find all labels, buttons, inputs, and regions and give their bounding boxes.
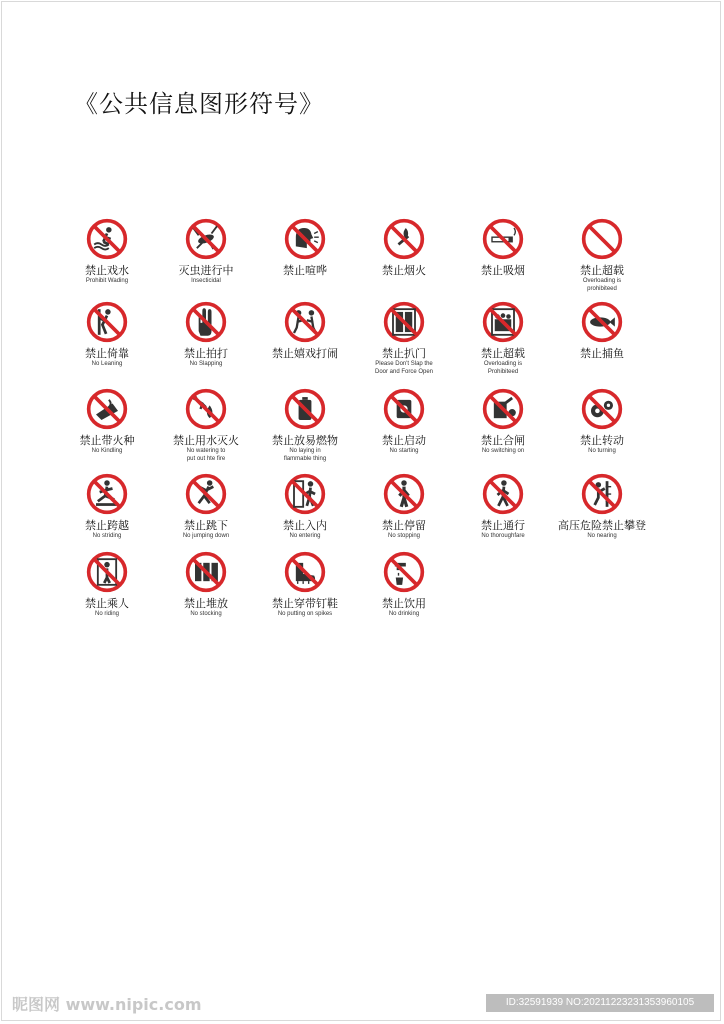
tap-cup-icon (382, 550, 426, 594)
sign-label-en: No turning (588, 448, 616, 454)
sign-label-cn: 禁止跨越 (85, 519, 129, 532)
striding-figure-icon (85, 472, 129, 516)
sign-label-en: No putting on spikes (277, 611, 333, 617)
sign-label-en: Overloading is Prohibiteed (483, 361, 523, 375)
sign-label-cn: 灭虫进行中 (178, 264, 234, 277)
prohibition-sign (355, 387, 453, 467)
start-switch-icon (382, 387, 426, 431)
empty-prohibition-icon (580, 217, 624, 261)
water-on-fire-icon (184, 387, 228, 431)
prohibition-sign (454, 300, 552, 380)
sign-label-en: No laying in flammable thing (283, 448, 327, 462)
sign-label-cn: 禁止捕鱼 (580, 347, 624, 360)
flammable-item-icon (283, 387, 327, 431)
sign-label-cn: 禁止带火种 (79, 434, 135, 447)
sign-label-en: Overloading is prohibiteed (582, 278, 622, 292)
prohibition-sign (256, 217, 354, 297)
sign-label-en: No starting (389, 448, 419, 454)
prohibition-sign (256, 300, 354, 380)
sign-label-cn: 禁止入内 (283, 519, 327, 532)
image-id-strip: ID:32591939 NO:20211223231353960105 (486, 994, 714, 1012)
sign-label-cn: 禁止合闸 (481, 434, 525, 447)
sign-label-cn: 禁止吸烟 (481, 264, 525, 277)
sign-label-en: No Leaning (91, 361, 123, 367)
sign-label-cn: 禁止倚靠 (85, 347, 129, 360)
wading-figure-icon (85, 217, 129, 261)
switch-lever-icon (481, 387, 525, 431)
prohibition-sign (157, 300, 255, 380)
spiked-shoe-icon (283, 550, 327, 594)
prohibition-sign (553, 300, 651, 380)
sign-label-en: No thoroughfare (481, 533, 525, 539)
sign-label-en: No stocking (190, 611, 222, 617)
prohibition-sign (58, 387, 156, 467)
stacked-goods-icon (184, 550, 228, 594)
prohibition-sign (553, 217, 651, 297)
prohibition-sign (157, 472, 255, 552)
prohibition-sign (58, 550, 156, 630)
sign-label-cn: 禁止乘人 (85, 597, 129, 610)
sign-label-en: No Kindling (91, 448, 123, 454)
sign-label-cn: 禁止超载 (580, 264, 624, 277)
sign-label-cn: 禁止戏水 (85, 264, 129, 277)
sign-label-en: Please Don't Slap the Door and Force Open (374, 361, 434, 375)
climbing-figure-icon (580, 472, 624, 516)
sign-label-cn: 禁止停留 (382, 519, 426, 532)
walking-figure-icon (481, 472, 525, 516)
prohibition-sign (454, 217, 552, 297)
insect-icon (184, 217, 228, 261)
sign-label-cn: 禁止启动 (382, 434, 426, 447)
sign-label-cn: 禁止用水灭火 (173, 434, 239, 447)
page-title: 《公共信息图形符号》 (74, 90, 324, 118)
prohibition-sign (256, 387, 354, 467)
sign-label-en: No watering to put out hte fire (186, 448, 226, 462)
sign-label-cn: 禁止喧哗 (283, 264, 327, 277)
prohibition-sign (355, 300, 453, 380)
prohibition-sign (454, 472, 552, 552)
prohibition-sign (157, 550, 255, 630)
match-flame-icon (382, 217, 426, 261)
sign-label-cn: 高压危险禁止攀登 (558, 519, 646, 532)
standing-figure-icon (382, 472, 426, 516)
jumping-figure-icon (184, 472, 228, 516)
elevator-door-icon (382, 300, 426, 344)
prohibition-sign (157, 217, 255, 297)
sign-label-cn: 禁止跳下 (184, 519, 228, 532)
prohibition-sign (256, 550, 354, 630)
prohibition-sign (553, 387, 651, 467)
shouting-head-icon (283, 217, 327, 261)
prohibition-sign (454, 387, 552, 467)
prohibition-sign (553, 472, 651, 552)
sign-label-en: No drinking (388, 611, 420, 617)
prohibition-sign (355, 472, 453, 552)
sign-label-en: No stopping (387, 533, 421, 539)
lift-rider-icon (85, 550, 129, 594)
sign-label-en: No jumping down (182, 533, 230, 539)
sign-label-cn: 禁止扒门 (382, 347, 426, 360)
sign-label-cn: 禁止穿带钉鞋 (272, 597, 338, 610)
elevator-crowd-icon (481, 300, 525, 344)
footer (0, 990, 724, 1018)
fish-icon (580, 300, 624, 344)
sign-label-en: No entering (289, 533, 321, 539)
sign-label-cn: 禁止超载 (481, 347, 525, 360)
sign-label-en: No riding (94, 611, 119, 617)
prohibition-sign (58, 217, 156, 297)
sign-label-en: No switching on (481, 448, 525, 454)
prohibition-sign (355, 550, 453, 630)
prohibition-sign (58, 472, 156, 552)
sign-grid (58, 217, 658, 637)
sign-label-cn: 禁止放易燃物 (272, 434, 338, 447)
sign-label-cn: 禁止嬉戏打闹 (272, 347, 338, 360)
watermark-logo: 昵图网 www.nipic.com (12, 995, 202, 1014)
sign-label-cn: 禁止烟火 (382, 264, 426, 277)
sign-label-cn: 禁止饮用 (382, 597, 426, 610)
sign-label-en: No striding (92, 533, 122, 539)
sign-label-en: Prohibit Wading (85, 278, 129, 284)
sign-label-cn: 禁止通行 (481, 519, 525, 532)
sign-label-cn: 禁止拍打 (184, 347, 228, 360)
prohibition-sign (256, 472, 354, 552)
sign-label-cn: 禁止转动 (580, 434, 624, 447)
gears-icon (580, 387, 624, 431)
prohibition-sign (58, 300, 156, 380)
playing-figures-icon (283, 300, 327, 344)
entering-figure-icon (283, 472, 327, 516)
sign-label-en: Insecticidal (191, 278, 221, 284)
sign-label-en: No nearing (587, 533, 617, 539)
prohibition-sign (157, 387, 255, 467)
cigarette-icon (481, 217, 525, 261)
kindling-icon (85, 387, 129, 431)
sign-label-cn: 禁止堆放 (184, 597, 228, 610)
prohibition-sign (355, 217, 453, 297)
hand-slap-icon (184, 300, 228, 344)
leaning-figure-icon (85, 300, 129, 344)
sign-label-en: No Slapping (189, 361, 223, 367)
